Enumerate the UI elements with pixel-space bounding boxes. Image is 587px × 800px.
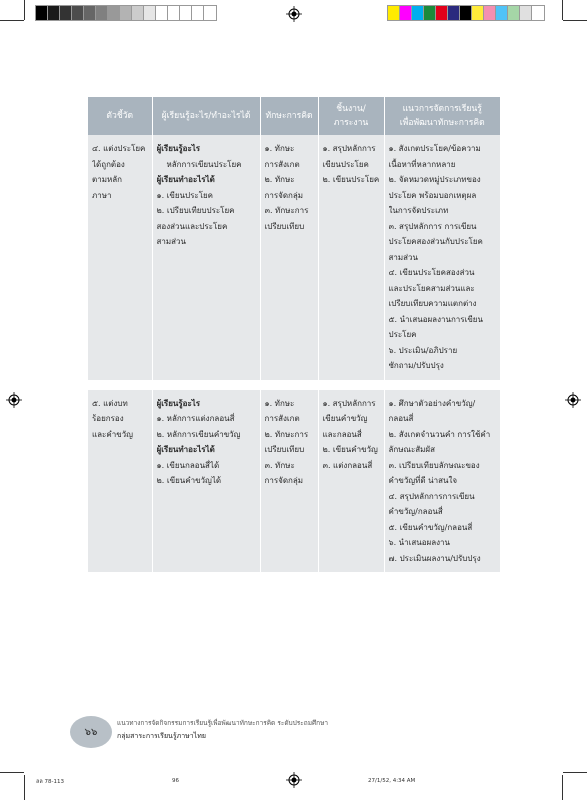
cell-line: ๑. หลักการแต่งกลอนสี่ (156, 414, 235, 423)
color-swatch (388, 6, 400, 20)
header-work: ชิ้นงาน/ ภาระงาน (318, 97, 384, 135)
color-swatch (520, 6, 532, 20)
cell-line: ๓. เปรียบเทียบลักษณะของ (388, 460, 480, 470)
table-row (88, 135, 500, 385)
color-swatch (36, 6, 48, 20)
header-learn: ผู้เรียนรู้อะไร/ทำอะไรได้ (152, 97, 260, 135)
crop-mark (24, 775, 25, 800)
cell-line: ผู้เรียนรู้อะไร (156, 144, 201, 153)
header-approach: แนวการจัดการเรียนรู้ เพื่อพัฒนาทักษะการคิด (384, 97, 500, 135)
cell-approach (384, 385, 500, 573)
color-swatch (144, 6, 156, 20)
cell-line: ประโยคสองส่วนกับประโยค (388, 237, 483, 246)
slug-file: ลล 78-113 (36, 779, 64, 785)
crop-mark (24, 0, 25, 20)
cell-line: การสังเกต (264, 414, 300, 423)
color-swatch (120, 6, 132, 20)
cell-line: หลักการเขียนประโยค (166, 159, 242, 169)
cell-line: ๑. ศึกษาตัวอย่างคำขวัญ/ (388, 398, 476, 408)
cell-line: เปรียบเทียบ (264, 445, 305, 454)
color-swatch (48, 6, 60, 20)
cell-work (318, 385, 384, 573)
cell-line: ประโยค พร้อมบอกเหตุผล (388, 190, 477, 200)
cell-line: ผู้เรียนทำอะไรได้ (156, 175, 215, 184)
color-swatch (412, 6, 424, 20)
cell-line: ในการจัดประเภท (388, 206, 449, 215)
table-header-row (88, 97, 500, 135)
cell-line: การจัดกลุ่ม (264, 476, 304, 485)
crop-mark (563, 20, 587, 21)
cell-line: ๗. ประเมินผลงาน/ปรับปรุง (388, 553, 481, 563)
crop-mark (562, 0, 563, 20)
cell-line: ๒. เปรียบเทียบประโยค (156, 206, 235, 215)
color-swatch (180, 6, 192, 20)
registration-target-icon (286, 772, 302, 788)
color-swatch (156, 6, 168, 20)
cell-line: กลอนสี่ (388, 414, 414, 423)
color-swatch (108, 6, 120, 20)
cell-line: การจัดกลุ่ม (264, 190, 304, 200)
cell-skills (260, 135, 318, 385)
registration-target-icon (286, 6, 302, 22)
color-registration-bar (388, 6, 544, 20)
cell-line: ๑. เขียนประโยค (156, 190, 214, 200)
page-number-badge (70, 716, 112, 748)
table-row (88, 385, 500, 573)
cell-line: เนื้อหาที่หลากหลาย (388, 159, 456, 169)
cell-line: ๒. หลักการเขียนคำขวัญ (156, 429, 241, 439)
footer-book-title: แนวทางการจัดกิจกรรมการเรียนรู้เพื่อพัฒนาทักษะการคิด ระดับประถมศึกษา (117, 719, 328, 727)
color-swatch (132, 6, 144, 20)
cell-line: ๒. เขียนคำขวัญ (322, 445, 378, 454)
cell-line: ๑. สรุปหลักการ (322, 398, 376, 408)
cell-line: ๑. ทักษะ (264, 144, 295, 153)
cell-line: ๖. ประเมิน/อภิปราย (388, 345, 458, 355)
color-swatch (60, 6, 72, 20)
cell-line: ๔. เขียนประโยคสองส่วน (388, 268, 475, 277)
cell-line: สามส่วน (156, 237, 186, 246)
cell-line: ผู้เรียนรู้อะไร (156, 398, 201, 408)
cell-line: ๑. เขียนกลอนสี่ได้ (156, 460, 220, 470)
color-swatch (192, 6, 204, 20)
color-swatch (204, 6, 216, 20)
cell-line: ๓. สรุปหลักการ การเขียน (388, 221, 477, 231)
cell-line: ได้ถูกต้อง (92, 159, 125, 169)
crop-mark (0, 772, 24, 773)
page-number: ๖๖ (84, 726, 98, 738)
cell-line: ๑. สรุปหลักการ (322, 144, 376, 153)
cell-line: ๔. สรุปหลักการการเขียน (388, 491, 475, 501)
cell-line: ภาษา (92, 190, 112, 200)
color-swatch (436, 6, 448, 20)
slug-page: 96 (172, 778, 179, 784)
cell-line: และประโยคสามส่วนและ (388, 283, 475, 293)
cell-line: ซักถาม/ปรับปรุง (388, 361, 444, 370)
grayscale-registration-bar (36, 6, 216, 20)
cell-learn (152, 385, 260, 573)
header-indicator: ตัวชี้วัด (88, 97, 152, 135)
cell-line: ๔. แต่งประโยค (92, 144, 146, 153)
registration-target-icon (6, 392, 22, 408)
cell-line: และกลอนสี่ (322, 429, 362, 439)
cell-line: ตามหลัก (92, 175, 122, 184)
cell-line: ๓. ทักษะ (264, 460, 295, 470)
learning-plan-table (88, 97, 500, 572)
cell-line: ๕. แต่งบท (92, 398, 128, 408)
cell-line: คำขวัญ/กลอนสี่ (388, 507, 443, 516)
cell-indicator (88, 385, 152, 573)
color-swatch (168, 6, 180, 20)
cell-skills (260, 385, 318, 573)
cell-line: ๒. สังเกตจำนวนคำ การใช้คำ (388, 429, 491, 439)
cell-line: ๑. ทักษะ (264, 398, 295, 408)
cell-indicator (88, 135, 152, 385)
cell-line: ๒. ทักษะ (264, 175, 295, 184)
cell-line: คำขวัญที่ดี น่าสนใจ (388, 476, 458, 485)
cell-approach (384, 135, 500, 385)
color-swatch (484, 6, 496, 20)
cell-line: ๓. ทักษะการ (264, 206, 309, 215)
color-swatch (400, 6, 412, 20)
cell-learn (152, 135, 260, 385)
color-swatch (84, 6, 96, 20)
cell-line: ๒. ทักษะการ (264, 429, 309, 439)
color-swatch (424, 6, 436, 20)
cell-line: ๕. นำเสนอผลงานการเขียน (388, 314, 483, 324)
cell-line: ร้อยกรอง (92, 414, 124, 423)
color-swatch (448, 6, 460, 20)
color-swatch (472, 6, 484, 20)
cell-work (318, 135, 384, 385)
cell-line: ผู้เรียนทำอะไรได้ (156, 445, 215, 454)
header-skills: ทักษะการคิด (260, 97, 318, 135)
cell-line: เขียนประโยค (322, 159, 369, 169)
color-swatch (532, 6, 544, 20)
cell-line: เขียนคำขวัญ (322, 414, 368, 423)
color-swatch (460, 6, 472, 20)
cell-line: ๑. สังเกตประโยค/ข้อความ (388, 144, 481, 153)
cell-line: การสังเกต (264, 159, 300, 169)
cell-line: ๒. เขียนคำขวัญได้ (156, 476, 222, 485)
cell-line: เปรียบเทียบความแตกต่าง (388, 299, 477, 308)
color-swatch (508, 6, 520, 20)
crop-mark (563, 772, 587, 773)
registration-target-icon (565, 392, 581, 408)
color-swatch (96, 6, 108, 20)
cell-line: ๒. เขียนประโยค (322, 175, 380, 184)
cell-line: ๖. นำเสนอผลงาน (388, 538, 450, 547)
color-swatch (72, 6, 84, 20)
color-swatch (496, 6, 508, 20)
cell-line: ๓. แต่งกลอนสี่ (322, 460, 373, 470)
crop-mark (562, 775, 563, 800)
cell-line: สองส่วนและประโยค (156, 221, 228, 231)
crop-mark (0, 20, 24, 21)
cell-line: และคำขวัญ (92, 429, 133, 439)
cell-line: ๒. จัดหมวดหมู่ประเภทของ (388, 175, 481, 184)
cell-line: สามส่วน (388, 252, 418, 262)
cell-line: ๕. เขียนคำขวัญ/กลอนสี่ (388, 522, 473, 532)
cell-line: ลักษณะสัมผัส (388, 445, 435, 454)
footer-subject: กลุ่มสาระการเรียนรู้ภาษาไทย (117, 732, 206, 740)
cell-line: ประโยค (388, 330, 417, 339)
slug-date: 27/1/52, 4:34 AM (368, 778, 416, 784)
cell-line: เปรียบเทียบ (264, 221, 305, 231)
